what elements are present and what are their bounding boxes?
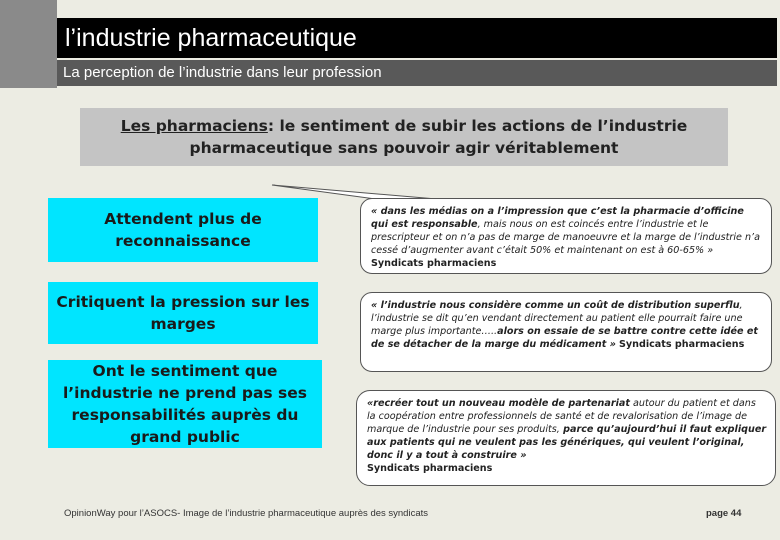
page-subtitle: La perception de l’industrie dans leur profession	[57, 60, 777, 86]
quote-2-bold-2: alors on essaie de se battre contre cette idée et de se détacher de la marge du médicament »	[371, 326, 758, 350]
quote-1-source: Syndicats pharmaciens	[371, 258, 497, 269]
headline-box	[80, 108, 728, 166]
quote-2-text: , l’industrie se dit qu’en vendant directement au patient elle pourrait faire une marge plus importante…..	[371, 300, 743, 337]
quote-1-text: , mais nous on est coincés entre l’industrie et le prescripteur et on n’a pas de marge de manoeuvre et la marge de l’industrie n’a cessé d’augmenter avant c’était 50% et maintenant on est à 60-65% »	[371, 219, 760, 256]
headline-line2: pharmaceutique sans pouvoir agir véritablement	[189, 139, 619, 157]
quote-3-bold-2: parce qu’aujourd’hui il faut expliquer aux patients qui ne veulent pas les génériques, qui veulent l’original, donc il y a tout à construire »	[367, 424, 767, 461]
quote-bubble-1	[360, 198, 772, 274]
quote-2-source: Syndicats pharmaciens	[618, 339, 745, 350]
quote-3-bold: «recréer tout un nouveau modèle de partenariat	[367, 398, 630, 409]
finding-box-1: Attendent plus de reconnaissance	[48, 198, 318, 262]
quote-3-text: autour du patient et dans la coopération entre professionnels de santé et de revalorisation de l’image de marque de l’industrie pour ses produits,	[367, 398, 756, 435]
page-number: page 44	[706, 508, 742, 519]
headline-rest: : le sentiment de subir les actions de l’industrie	[267, 117, 688, 135]
left-accent-bar	[0, 0, 57, 88]
quote-1-bold: « dans les médias on a l’impression que c’est la pharmacie d’officine qui est responsable	[371, 206, 744, 230]
quote-bubble-3	[356, 390, 776, 486]
headline-underlined: Les pharmaciens	[120, 117, 268, 135]
footer-source: OpinionWay pour l’ASOCS- Image de l’industrie pharmaceutique auprès des syndicats	[64, 508, 428, 519]
quote-2-bold: « l’industrie nous considère comme un coût de distribution superflu	[371, 300, 740, 311]
finding-box-3: Ont le sentiment que l’industrie ne prend pas ses responsabilités auprès du grand public	[48, 360, 322, 448]
quote-3-source: Syndicats pharmaciens	[367, 463, 493, 474]
page-title: l’industrie pharmaceutique	[57, 18, 777, 58]
quote-bubble-2	[360, 292, 772, 372]
finding-box-2: Critiquent la pression sur les marges	[48, 282, 318, 344]
